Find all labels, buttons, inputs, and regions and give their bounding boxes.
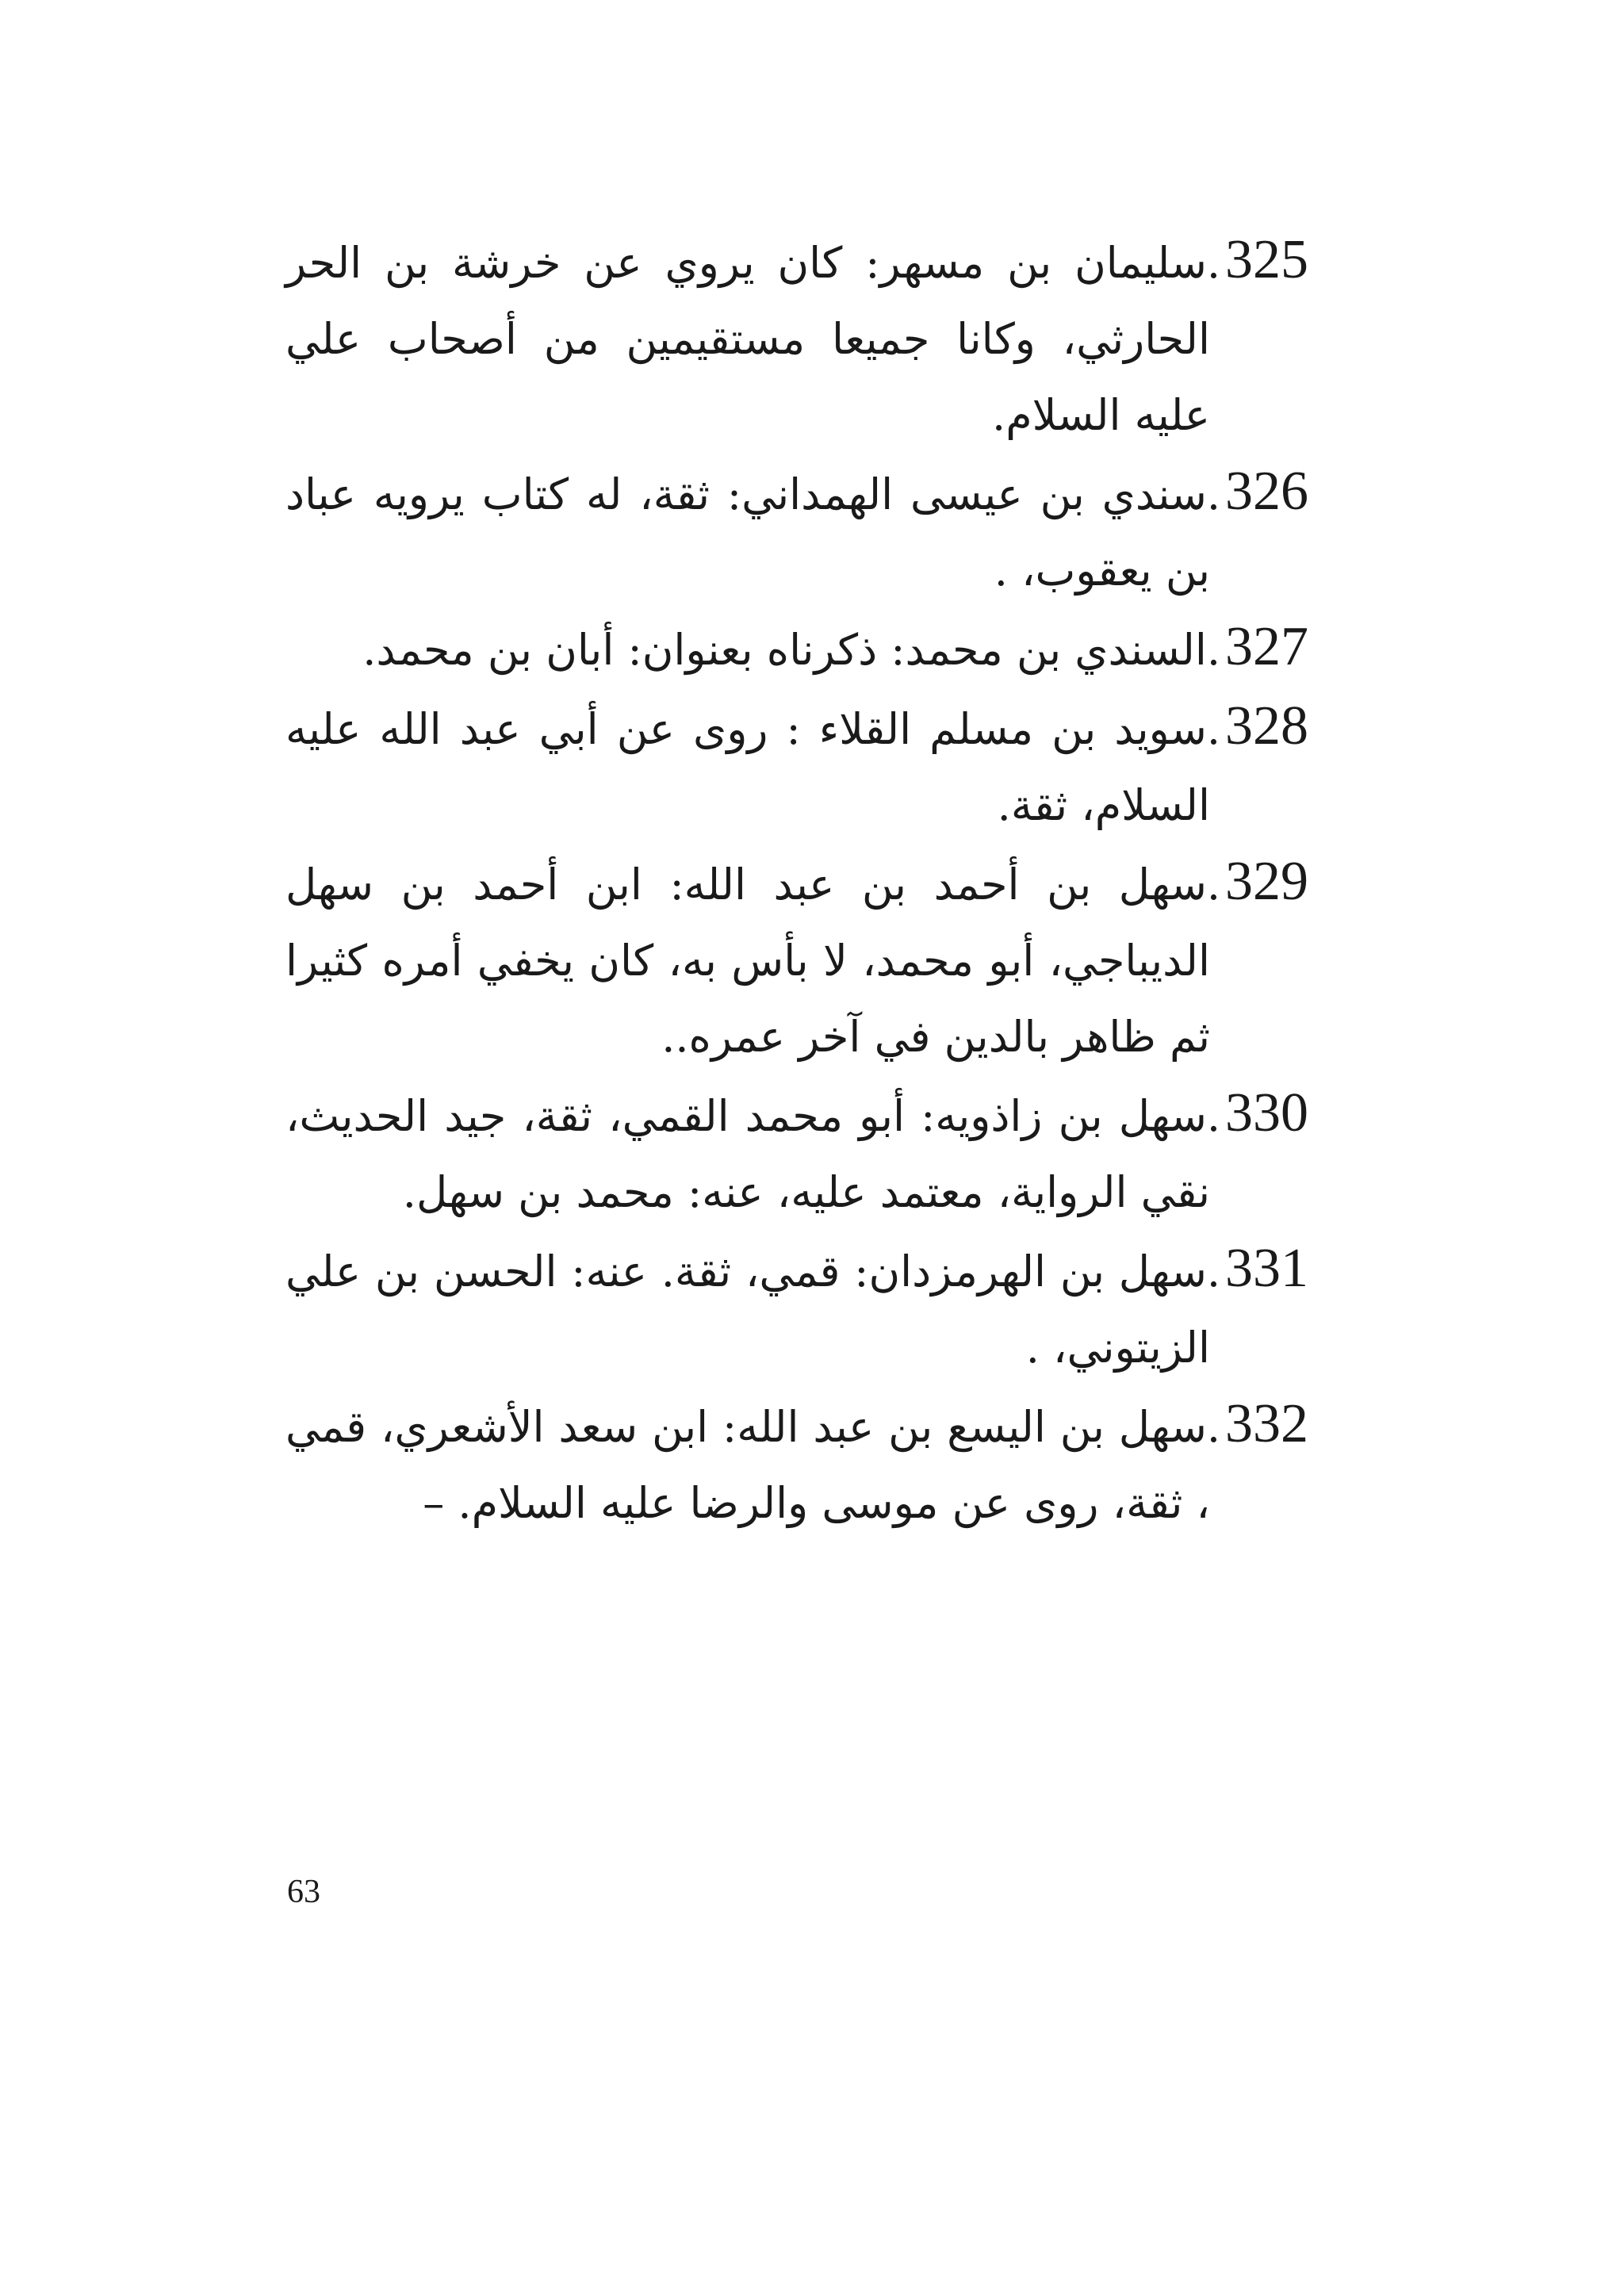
entry-number: 325 xyxy=(1225,229,1308,290)
entry-332: 332.سهل بن اليسع بن عبد الله: ابن سعد الأشعري، قمي ، ثقة، روى عن موسى والرضا عليه السلام. – xyxy=(285,1386,1308,1541)
entry-text: سندي بن عيسى الهمداني: ثقة، له كتاب يرويه عباد بن يعقوب، . xyxy=(285,469,1210,596)
entry-number: 331 xyxy=(1225,1238,1308,1299)
entry-329: 329.سهل بن أحمد بن عبد الله: ابن أحمد بن سهل الديباجي، أبو محمد، لا بأس به، كان يخفي أمره كثيرا ثم ظاهر بالدين في آخر عمره.. xyxy=(285,844,1308,1075)
entry-text: سليمان بن مسهر: كان يروي عن خرشة بن الحر الحارثي، وكانا جميعا مستقيمين من أصحاب علي عليه السلام. xyxy=(285,238,1210,440)
entry-330: 330.سهل بن زاذويه: أبو محمد القمي، ثقة، جيد الحديث، نقي الرواية، معتمد عليه، عنه: محمد بن سهل. xyxy=(285,1075,1308,1231)
entry-327: 327.السندي بن محمد: ذكرناه بعنوان: أبان بن محمد. xyxy=(285,609,1308,688)
entry-number: 329 xyxy=(1225,851,1309,912)
entry-text: سهل بن زاذويه: أبو محمد القمي، ثقة، جيد الحديث، نقي الرواية، معتمد عليه، عنه: محمد بن سهل. xyxy=(285,1091,1210,1217)
entry-text: سهل بن أحمد بن عبد الله: ابن أحمد بن سهل الديباجي، أبو محمد، لا بأس به، كان يخفي أمره كثيرا ثم ظاهر بالدين في آخر عمره.. xyxy=(285,860,1210,1062)
entry-326: 326.سندي بن عيسى الهمداني: ثقة، له كتاب يرويه عباد بن يعقوب، . xyxy=(285,454,1308,609)
entry-text: سهل بن اليسع بن عبد الله: ابن سعد الأشعري، قمي ، ثقة، روى عن موسى والرضا عليه السلام. – xyxy=(285,1402,1210,1528)
entry-text: السندي بن محمد: ذكرناه بعنوان: أبان بن محمد. xyxy=(362,625,1207,675)
entry-number: 328 xyxy=(1225,695,1308,756)
entry-325: 325.سليمان بن مسهر: كان يروي عن خرشة بن الحر الحارثي، وكانا جميعا مستقيمين من أصحاب علي عليه السلام. xyxy=(285,222,1308,454)
entry-number: 330 xyxy=(1225,1082,1308,1143)
entry-text: سهل بن الهرمزدان: قمي، ثقة. عنه: الحسن بن علي الزيتوني، . xyxy=(285,1247,1210,1373)
entry-list xyxy=(285,222,1308,1541)
entry-number: 327 xyxy=(1225,616,1308,677)
entry-328: 328.سويد بن مسلم القلاء : روى عن أبي عبد الله عليه السلام، ثقة. xyxy=(285,688,1308,844)
entry-331: 331.سهل بن الهرمزدان: قمي، ثقة. عنه: الحسن بن علي الزيتوني، . xyxy=(285,1231,1308,1386)
page-number: 63 xyxy=(287,1874,320,1910)
entry-number: 326 xyxy=(1225,461,1308,522)
entry-text: سويد بن مسلم القلاء : روى عن أبي عبد الله عليه السلام، ثقة. xyxy=(285,704,1210,830)
entry-number: 332 xyxy=(1225,1393,1308,1454)
